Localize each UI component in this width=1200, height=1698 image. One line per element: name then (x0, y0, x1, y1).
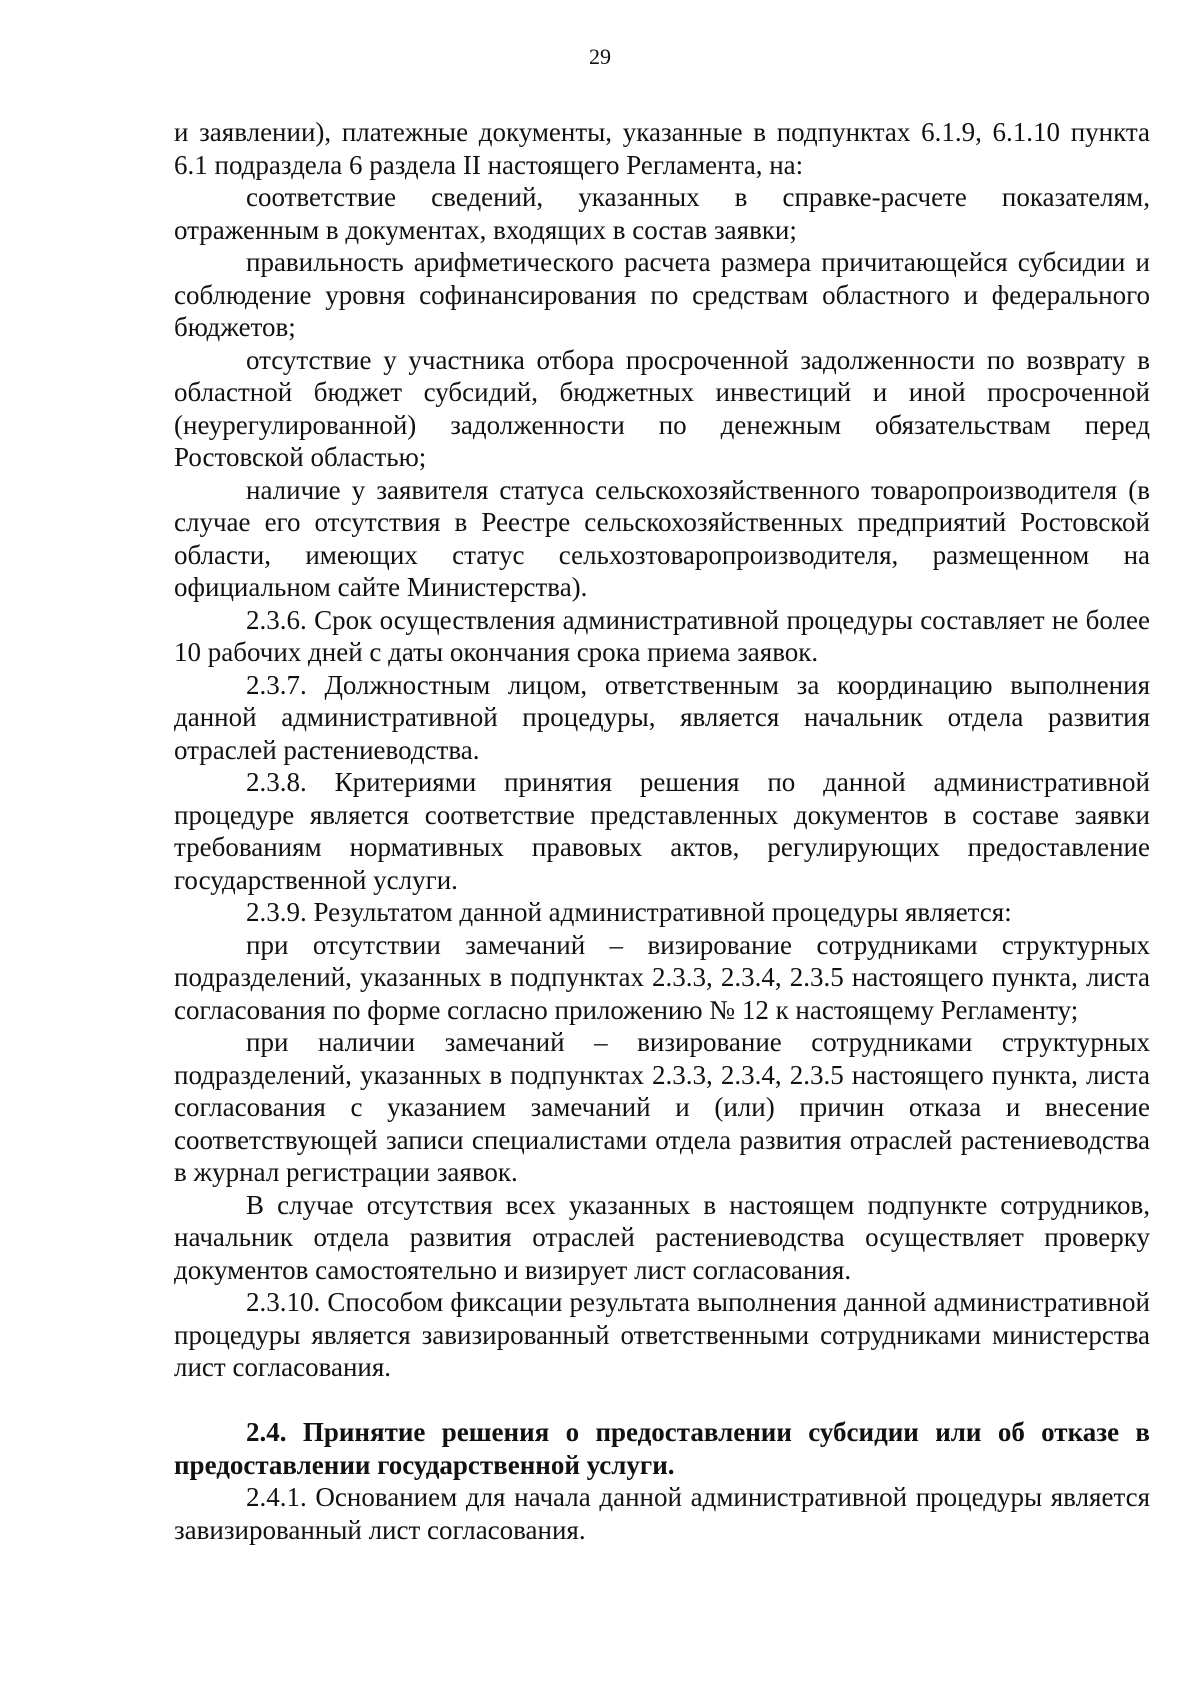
paragraph-continuation: и заявлении), платежные документы, указанные в подпунктах 6.1.9, 6.1.10 пункта 6.1 подраздела 6 раздела II настоящего Регламента, на: (174, 117, 1150, 180)
document-body (174, 116, 1150, 1546)
paragraph-result-no-remarks: при отсутствии замечаний – визирование сотрудниками структурных подразделений, указанных в подпунктах 2.3.3, 2.3.4, 2.3.5 настоящего пункта, листа согласования по форме согласно приложению № 12 к настоящему Регламенту; (174, 929, 1150, 1025)
section-heading-2-4: 2.4. Принятие решения о предоставлении субсидии или об отказе в предоставлении государственной услуги. (174, 1417, 1150, 1480)
paragraph-requirement-consistency: соответствие сведений, указанных в справке-расчете показателям, отраженным в документах, входящих в состав заявки; (174, 182, 1150, 245)
paragraph-requirement-no-debt: отсутствие у участника отбора просроченной задолженности по возврату в областной бюджет субсидий, бюджетных инвестиций и иной просроченной (неурегулированной) задолженности по денежным обязательствам перед Ростовской областью; (174, 344, 1150, 472)
paragraph-requirement-producer-status: наличие у заявителя статуса сельскохозяйственного товаропроизводителя (в случае его отсутствия в Реестре сельскохозяйственных предприятий Ростовской области, имеющих статус сельхозтоваропроизводителя, размещенном на официальном сайте Министерства). (174, 474, 1150, 602)
paragraph-requirement-calculation: правильность арифметического расчета размера причитающейся субсидии и соблюдение уровня софинансирования по средствам областного и федерального бюджетов; (174, 247, 1150, 342)
paragraph-absence-of-staff: В случае отсутствия всех указанных в настоящем подпункте сотрудников, начальник отдела развития отраслей растениеводства осуществляет проверку документов самостоятельно и визирует лист согласования. (174, 1189, 1150, 1285)
paragraph-2-3-6: 2.3.6. Срок осуществления административной процедуры составляет не более 10 рабочих дней с даты окончания срока приема заявок. (174, 604, 1150, 667)
paragraph-2-4-1: 2.4.1. Основанием для начала данной административной процедуры является завизированный лист согласования. (174, 1482, 1150, 1545)
paragraph-2-3-8: 2.3.8. Критериями принятия решения по данной административной процедуре является соответствие представленных документов в составе заявки требованиям нормативных правовых актов, регулирующих предоставление государственной услуги. (174, 767, 1150, 895)
paragraph-2-3-7: 2.3.7. Должностным лицом, ответственным за координацию выполнения данной административной процедуры, является начальник отдела развития отраслей растениеводства. (174, 669, 1150, 765)
paragraph-2-3-10: 2.3.10. Способом фиксации результата выполнения данной административной процедуры является завизированный ответственными сотрудниками министерства лист согласования. (174, 1287, 1150, 1382)
page-number: 29 (589, 44, 611, 69)
paragraph-result-with-remarks: при наличии замечаний – визирование сотрудниками структурных подразделений, указанных в подпунктах 2.3.3, 2.3.4, 2.3.5 настоящего пункта, листа согласования с указанием замечаний и (или) причин отказа и внесение соответствующей записи специалистами отдела развития отраслей растениеводства в журнал регистрации заявок. (174, 1027, 1150, 1187)
paragraph-2-3-9: 2.3.9. Результатом данной административной процедуры является: (246, 897, 1012, 927)
